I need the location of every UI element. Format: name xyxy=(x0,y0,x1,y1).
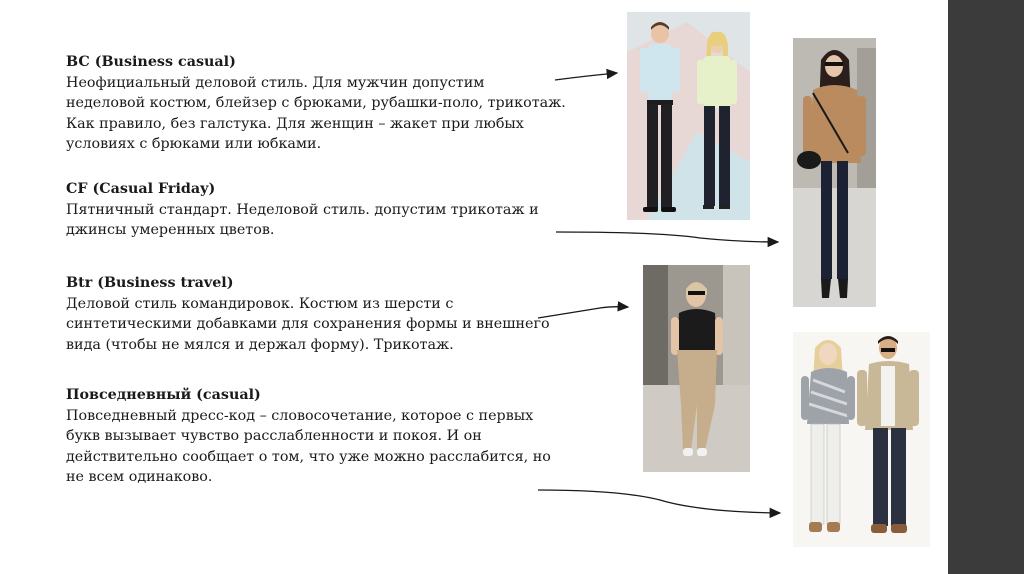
arrow-to-business-travel xyxy=(538,307,628,318)
section-body: Неофициальный деловой стиль. Для мужчин допустим неделовой костюм, блейзер с брюками, рубашки-поло, трикотаж. Как правило, без галстука. Для женщин – жакет при любых условиях с брюками или юбками. xyxy=(66,74,566,152)
section-title: CF (Casual Friday) xyxy=(66,181,216,197)
arrow-to-casual-friday xyxy=(556,232,778,242)
section-body: Пятничный стандарт. Неделовой стиль. допустим трикотаж и джинсы умеренных цветов. xyxy=(66,201,539,238)
section-body: Деловой стиль командировок. Костюм из шерсти с синтетическими добавками для сохранения формы и внешнего вида (чтобы не мялся и держал форму). Трикотаж. xyxy=(66,295,550,353)
section-title: Повседневный (casual) xyxy=(66,387,261,403)
arrow-to-casual xyxy=(538,490,780,513)
arrow-to-business-casual xyxy=(555,73,617,80)
section-title: BC (Business casual) xyxy=(66,54,236,70)
right-sidebar xyxy=(948,0,1024,574)
section-title: Btr (Business travel) xyxy=(66,275,234,291)
section-body: Повседневный дресс-код – словосочетание, которое с первых букв вызывает чувство расслабленности и покоя. И он действительно сообщает о том, что уже можно расслабится, но не всем одинаково. xyxy=(66,407,551,485)
